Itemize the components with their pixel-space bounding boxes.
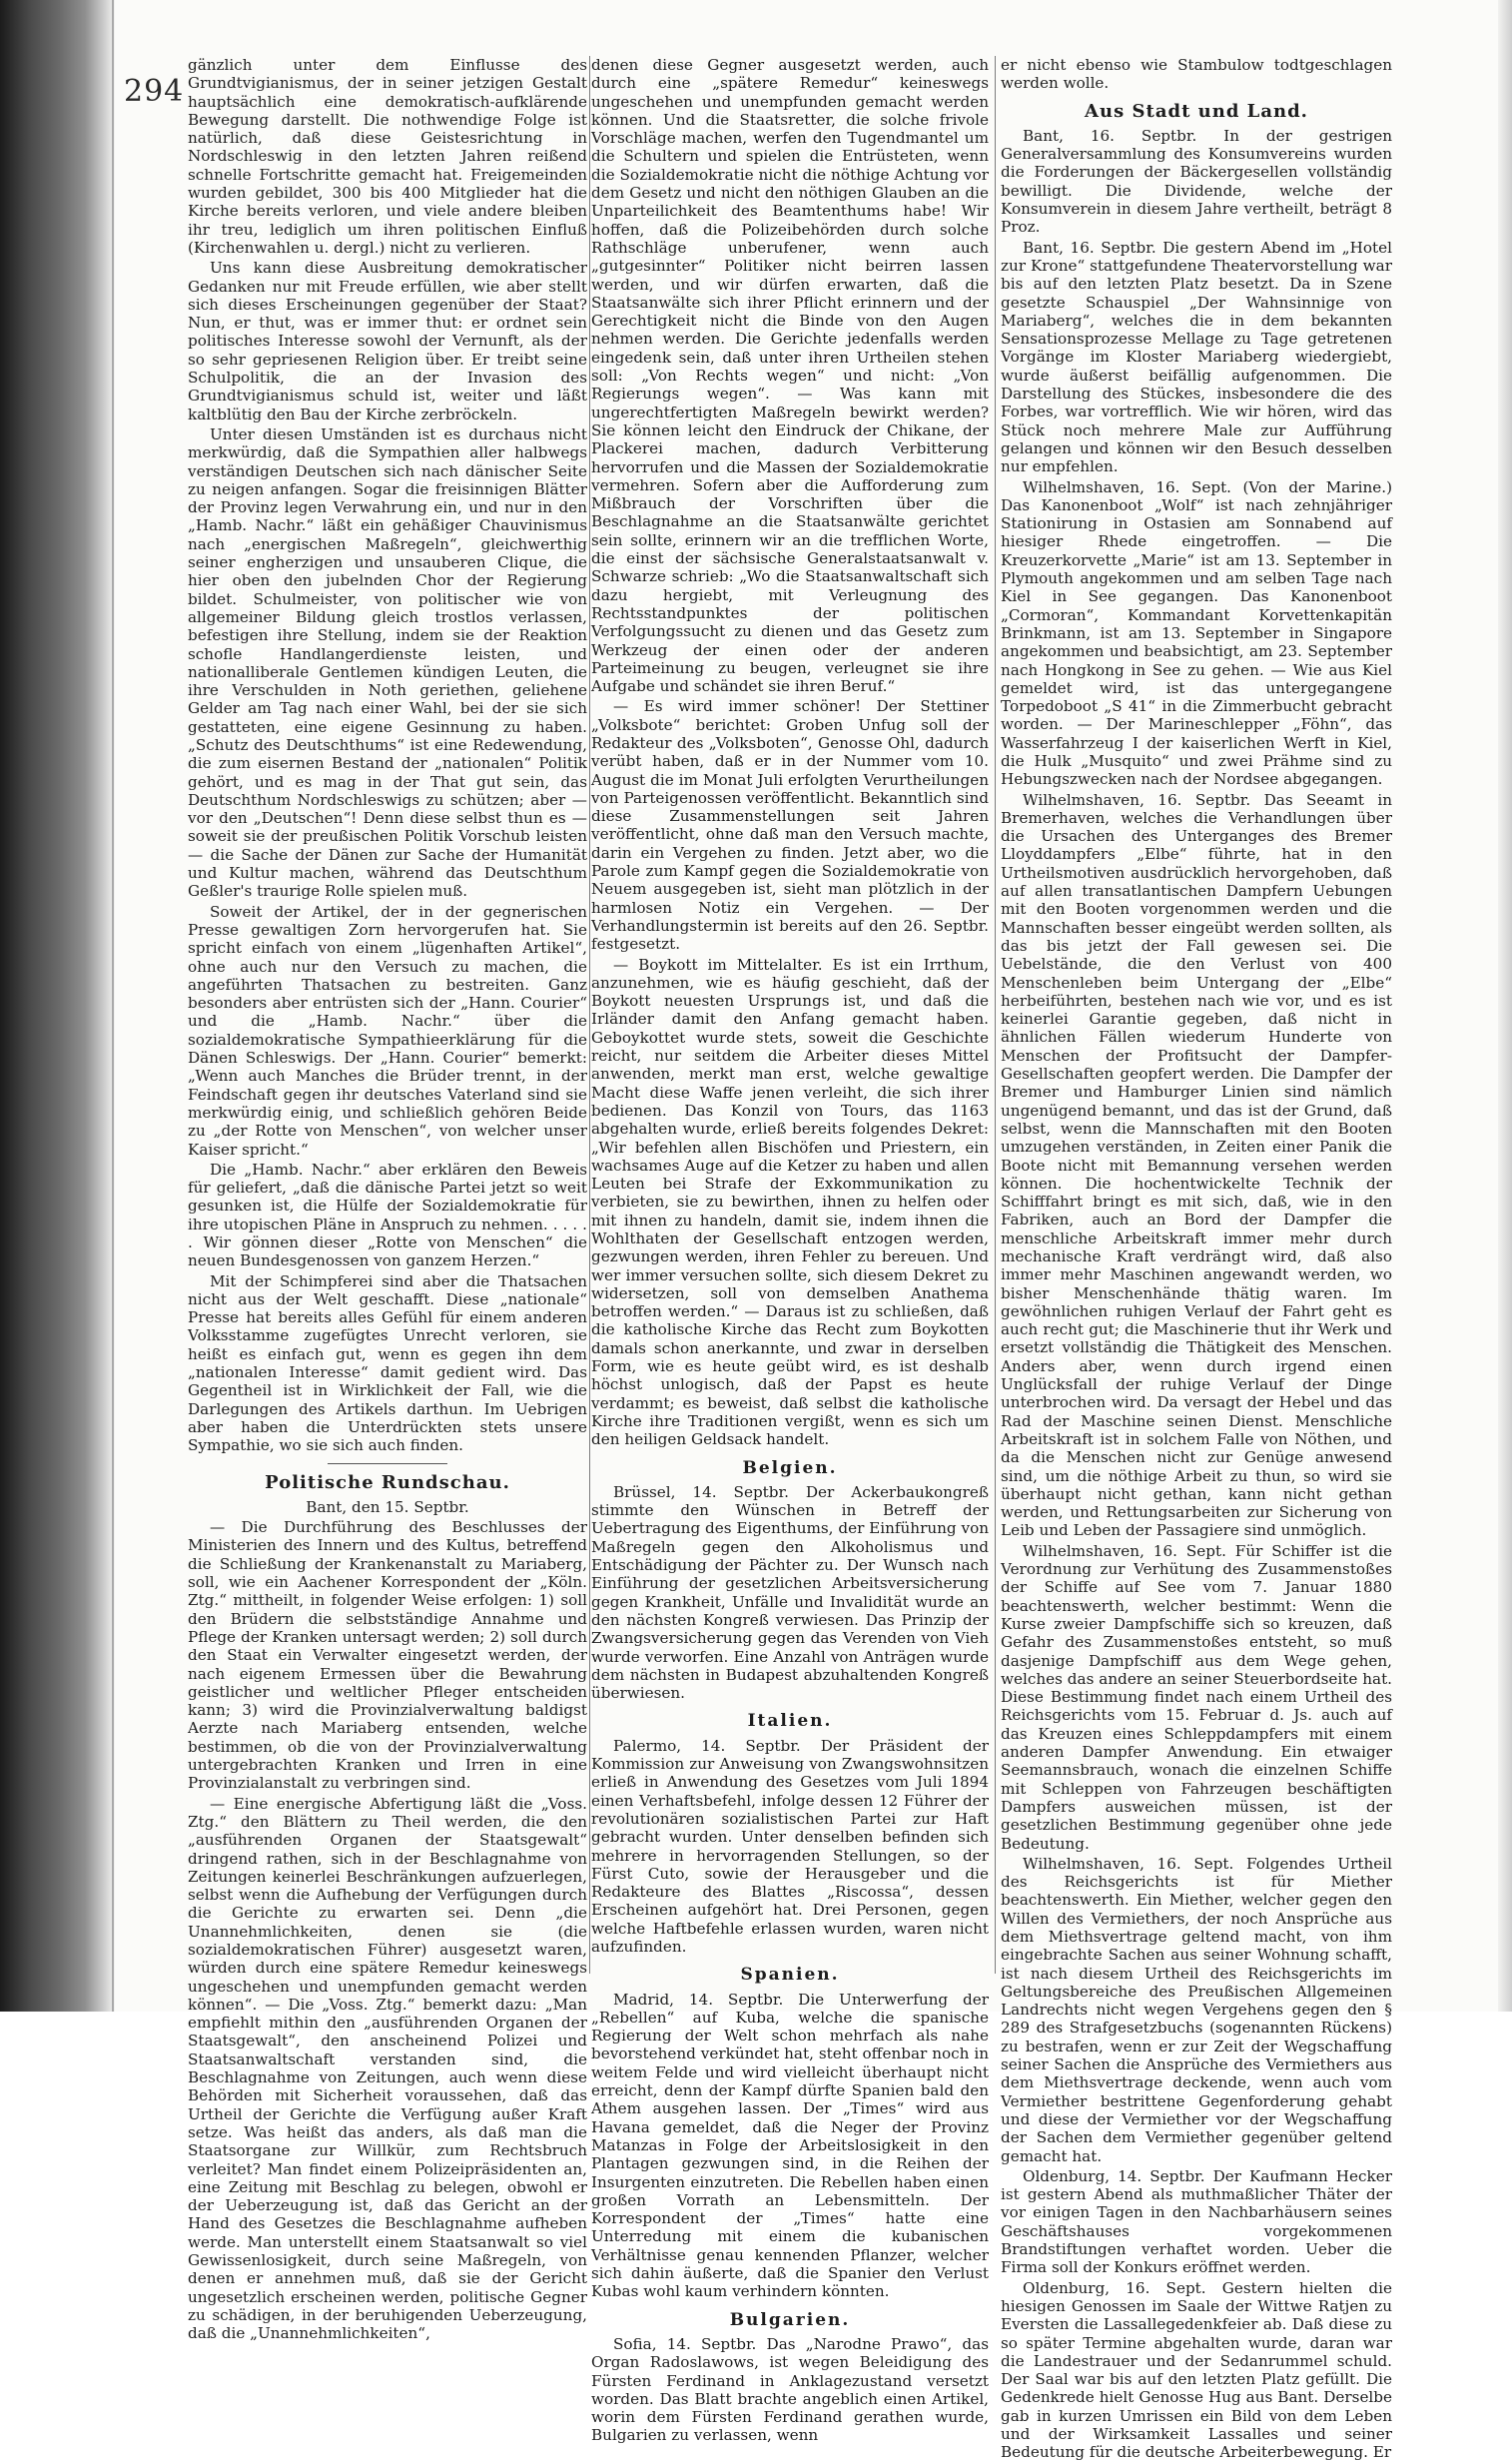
paragraph: Bant, 16. Septbr. Die gestern Abend im „Hotel zur Krone“ stattgefundene Theatervorstellung war bis auf den letzten Platz besetzt. Da in Szene gesetzte Schauspiel „Der Wahnsinnige von Mariaberg“, welches die in dem bekannten Sensationsprozesse Mellage zu Tage getretenen Vorgänge im Kloster Mariaberg wiedergiebt, wurde äußerst beifällig aufgenommen. Die Darstellung des Stückes, insbesondere die des Forbes, war vortrefflich. Wie wir hören, wird das Stück noch mehrere Male zur Aufführung gelangen und können wir den Besuch desselben nur empfehlen. [1001, 238, 1392, 476]
page-number: 294 [124, 74, 185, 109]
paragraph: — Die Durchführung des Beschlusses der Ministerien des Innern und des Kultus, betreffend die Schließung der Krankenanstalt zu Mariaberg, soll, wie ein Aachener Korrespondent der „Köln. Ztg.“ mittheilt, in folgender Weise erfolgen: 1) soll den Brüdern die selbstständige Annahme und Pflege der Kranken untersagt werden; 2) soll durch den Staat ein Verwalter eingesetzt werden, der nach eigenem Ermessen über die Bewahrung geistlicher und weltlicher Pfleger entscheiden kann; 3) wird die Provinzialverwaltung baldigst Aerzte nach Mariaberg entsenden, welche bestimmen, ob die von der Provinzialverwaltung untergebrachten Kranken und Irren in eine Provinzialanstalt zu verbringen sind. [188, 1518, 587, 1793]
paragraph: Wilhelmshaven, 16. Sept. (Von der Marine.) Das Kanonenboot „Wolf“ ist nach zehnjähriger Stationirung in Ostasien am Sonnabend auf hiesiger Rhede eingetroffen. — Die Kreuzerkorvette „Marie“ ist am 13. September in Plymouth angekommen und am selben Tage nach Kiel in See gegangen. Das Kanonenboot „Cormoran“, Kommandant Korvettenkapitän Brinkmann, ist am 13. September in Singapore angekommen und beabsichtigt, am 23. September nach Hongkong in See zu gehen. — Wie aus Kiel gemeldet wird, ist das untergegangene Torpedoboot „S 41“ in die Zimmerbucht gebracht worden. — Der Marineschlepper „Föhn“, das Wasserfahrzeug I der kaiserlichen Werft in Kiel, die Hulk „Musquito“ und zwei Prähme sind zu Hebungszwecken nach der Nordsee abgegangen. [1001, 477, 1392, 789]
section-heading-spanien: Spanien. [740, 1965, 840, 1986]
paragraph: Sofia, 14. Septbr. Das „Narodne Prawo“, das Organ Radoslawows, ist wegen Beleidigung des Fürsten Ferdinand in Anklagezustand versetzt worden. Das Blatt brachte angeblich einen Artikel, worin dem Fürsten Ferdinand gerathen wurde, Bulgarien zu verlassen, wenn [591, 2334, 989, 2445]
column-2 [591, 56, 989, 2445]
paragraph: Mit der Schimpferei sind aber die Thatsachen nicht aus der Welt geschafft. Diese „nationale“ Presse hat bereits alles Gefühl für einem anderen Volksstamme zugefügtes Unrecht verloren, sie heißt es einfach gut, wenn es gegen ihn dem „nationalen Interesse“ damit gedient wird. Das Gegentheil ist in Wirklichkeit der Fall, wie die Darlegungen des Artikels darthun. Im Uebrigen aber haben die Unterdrückten stets unsere Sympathie, wo sie sich auch finden. [188, 1271, 587, 1455]
paragraph: — Boykott im Mittelalter. Es ist ein Irrthum, anzunehmen, wie es häufig geschieht, daß der Boykott neuesten Ursprungs ist, und daß die Irländer damit den Anfang gemacht haben. Geboykottet wurde stets, soweit die Geschichte reicht, nur seitdem die Arbeiter dieses Mittel anwenden, merkt man erst, welche gewaltige Macht diese Waffe jenen verleiht, die sich ihrer bedienen. Das Konzil von Tours, das 1163 abgehalten wurde, erließ bereits folgendes Dekret: „Wir befehlen allen Bischöfen und Priestern, ein wachsames Auge auf die Ketzer zu haben und allen Leuten bei Strafe der Exkommunikation zu verbieten, sie zu bewirthen, ihnen zu helfen oder mit ihnen zu handeln, damit sie, indem ihnen die Wohlthaten der Gesellschaft entzogen werden, gezwungen werden, ihren Fehler zu bereuen. Und wer immer versuchen sollte, sich diesem Dekret zu widersetzen, soll von demselben Anathema betroffen werden.“ — Daraus ist zu schließen, daß die katholische Kirche das Recht zum Boykotten damals schon anerkannte, und zwar in derselben Form, wie es heute geübt wird, es ist deshalb höchst unlogisch, daß der Papst es heute verdammt; es beweist, daß selbst die katholische Kirche ihre Traditionen vergißt, wenn es sich um den heiligen Geldsack handelt. [591, 955, 989, 1449]
paragraph: Oldenburg, 14. Septbr. Der Kaufmann Hecker ist gestern Abend als muthmaßlicher Thäter der vor einigen Tagen in den Nachbarhäusern seines Geschäftshauses vorgekommenen Brandstiftungen verhaftet worden. Ueber die Firma soll der Konkurs eröffnet werden. [1001, 2166, 1392, 2277]
section-dateline: Bant, den 15. Septbr. [306, 1497, 469, 1516]
column-rule-2 [995, 56, 996, 1974]
section-heading-belgien: Belgien. [742, 1457, 838, 1478]
section-heading-bulgarien: Bulgarien. [729, 2309, 851, 2330]
paragraph: Bant, 16. Septbr. In der gestrigen Generalversammlung des Konsumvereins wurden die Forderungen der Bäckergesellen vollständig bewilligt. Die Dividende, welche der Konsumverein in diesem Jahre vertheilt, beträgt 8 Proz. [1001, 126, 1392, 237]
paragraph: Wilhelmshaven, 16. Sept. Für Schiffer ist die Verordnung zur Verhütung des Zusammenstoßes der Schiffe auf See vom 7. Januar 1880 beachtenswerth, welcher bestimmt: Wenn die Kurse zweier Dampfschiffe sich so kreuzen, daß Gefahr des Zusammenstoßes entsteht, so muß dasjenige Dampfschiff aus dem Wege gehen, welches das andere an seiner Steuerbordseite hat. Diese Bestimmung findet nach einem Urtheil des Reichsgerichts vom 15. Februar d. Js. auch auf das Kreuzen eines Schleppdampfers mit einem anderen Dampfer Anwendung. Ein etwaiger Seemannsbrauch, wonach die einzelnen Schiffe mit Schleppen von Fahrzeugen beschäftigten Dampfers ausweichen müssen, ist der gesetzlichen Bestimmung gegenüber ohne jede Bedeutung. [1001, 1541, 1392, 1853]
page-right-edge [1498, 0, 1512, 2012]
paragraph: Soweit der Artikel, der in der gegnerischen Presse gewaltigen Zorn hervorgerufen hat. Sie spricht einfach von einem „lügenhaften Artikel“, ohne auch nur den Versuch zu machen, die angeführten Thatsachen zu bestreiten. Ganz besonders aber entrüsten sich der „Hann. Courier“ und die „Hamb. Nachr.“ über die sozialdemokratische Sympathieerklärung für die Dänen Schleswigs. Der „Hann. Courier“ bemerkt: „Wenn auch Manches die Brüder trennt, in der Feindschaft gegen ihr deutsches Vaterland sind sie merkwürdig einig, und schließlich gehören Beide zu „der Rotte von Menschen“, von welcher unser Kaiser spricht.“ [188, 902, 587, 1159]
column-1 [188, 56, 587, 2343]
paragraph: — Eine energische Abfertigung läßt die „Voss. Ztg.“ den Blättern zu Theil werden, die den „ausführenden Organen der Staatsgewalt“ dringend rathen, sich in der Beschlagnahme von Zeitungen keinerlei Beschränkungen aufzuerlegen, selbst wenn die Aufhebung der Verfügungen durch die Gerichte zu erwarten sei. Denn „die Unannehmlichkeiten, denen sie (die sozialdemokratischen Führer) ausgesetzt waren, würden durch eine spätere Remedur keineswegs ungeschehen und unempfunden gemacht werden können“. — Die „Voss. Ztg.“ bemerkt dazu: „Man empfiehlt mithin den „ausführenden Organen der Staatsgewalt“, den anscheinend Polizei und Staatsanwaltschaft verstanden sind, die Beschlagnahme von Zeitungen, auch wenn diese Behörden mit Sicherheit voraussehen, daß das Urtheil der Gerichte die Verfügung außer Kraft setze. Was heißt das anders, als daß man die Staatsorgane zur Willkür, zum Rechtsbruch verleitet? Man findet einem Polizeipräsidenten an, eine Zeitung mit Beschlag zu belegen, obwohl er der Ueberzeugung ist, daß das Gericht an der Hand des Gesetzes die Beschlagnahme aufheben werde. Man unterstellt einem Staatsanwalt so viel Gewissenlosigkeit, durch seine Maßregeln, von denen er annehmen muß, daß sie der Gericht ungesetzlich erscheinen werden, politische Gegner zu schädigen, in der beruhigenden Ueberzeugung, daß die „Unannehmlichkeiten“, [188, 1794, 587, 2343]
section-heading-politische-rundschau: Politische Rundschau. [265, 1471, 510, 1493]
binding-edge [112, 0, 114, 2012]
column-3 [1001, 56, 1392, 2462]
section-heading-aus-stadt-und-land: Aus Stadt und Land. [1085, 100, 1308, 122]
paragraph: Unter diesen Umständen ist es durchaus nicht merkwürdig, daß die Sympathien aller halbwegs verständigen Deutschen sich nach dänischer Seite zu neigen anfangen. Sogar die freisinnigen Blätter der Provinz legen Verwahrung ein, und nur in den „Hamb. Nachr.“ läßt ein gehäßiger Chauvinismus nach „energischen Maßregeln“, gleichwerthig seiner engherzigen und unsauberen Clique, die hier oben den jubelnden Chor der Regierung bildet. Schulmeister, von politischer wie von allgemeiner Bildung gleich trostlos verlassen, befestigen ihre Stellung, indem sie der Reaktion schofle Handlangerdienste leisten, und nationalliberale Gentlemen kündigen Leuten, die ihre Verschulden in Noth geriethen, geliehene Gelder am Tag nach einer Wahl, bei der sie sich gestatteten, eine eigene Gesinnung zu haben. „Schutz des Deutschthums“ ist eine Redewendung, die zum eisernen Bestand der „nationalen“ Politik gehört, und es mag in der That gut sein, das Deutschthum Nordschleswigs zu schützen; aber — vor den „Deutschen“! Denn diese selbst thun es — soweit sie der preußischen Politik Vorschub leisten — die Sache der Dänen zur Sache der Humanität und Kultur machen, während das Deutschthum Geßler's traurige Rolle spielen muß. [188, 424, 587, 901]
section-heading-italien: Italien. [747, 1711, 833, 1732]
paragraph: Wilhelmshaven, 16. Septbr. Das Seeamt in Bremerhaven, welches die Verhandlungen über die Ursachen des Unterganges des Bremer Lloyddampfers „Elbe“ führte, hat in den Urtheilsmotiven ausdrücklich hervorgehoben, daß auf allen transatlantischen Dampfern Uebungen mit den Booten vorgenommen werden und die Mannschaften besser eingeübt werden sollten, als das bis jetzt der Fall gewesen sei. Die Uebelstände, die den Verlust von 400 Menschenleben beim Untergang der „Elbe“ herbeiführten, bestehen nach wie vor, und es ist keinerlei Garantie gegeben, daß nicht in ähnlichen Fällen wiederum Hunderte von Menschen der Profitsucht der Dampfer-Gesellschaften geopfert werden. Die Dampfer der Bremer und Hamburger Linien sind nämlich ungenügend bemannt, und das ist der Grund, daß selbst, wenn die Mannschaften mit den Booten umzugehen verständen, in Zeiten einer Panik die Boote nicht mit Bemannung versehen werden können. Die hochentwickelte Technik der Schifffahrt bringt es mit sich, daß, wie in den Fabriken, auch an Bord der Dampfer die menschliche Arbeitskraft immer mehr durch mechanische Kraft verdrängt wird, daß also immer mehr Maschinen angewandt werden, wo bisher Menschenhände thätig waren. Im gewöhnlichen ruhigen Verlauf der Fahrt geht es auch recht gut; die Maschinerie thut ihr Werk und ersetzt vollständig die Thätigkeit des Menschen. Anders aber, wenn durch irgend einen Unglücksfall der ruhige Verlauf der Dinge unterbrochen wird. Da versagt der Hebel und das Rad der Maschine seinen Dienst. Menschliche Arbeitskraft ist in solchem Falle von Nöthen, und da die Menschen nicht zur Genüge anwesend sind, um die nöthige Arbeit zu thun, so wird sie überhaupt nicht gethan, kann nicht gethan werden, und Rettungsarbeiten zur Sicherung von Leib und Leben der Passagiere sind unmöglich. [1001, 790, 1392, 1540]
section-separator [328, 1463, 447, 1464]
paragraph: Uns kann diese Ausbreitung demokratischer Gedanken nur mit Freude erfüllen, wie aber stellt sich dieses Erscheinungen gegenüber der Staat? Nun, er thut, was er immer thut: er ordnet sein politisches Interesse sowohl der Vernunft, als der so sehr gepriesenen Religion über. Er treibt seine Schulpolitik, die an der Invasion des Grundtvigianismus schuld ist, weiter und läßt kaltblütig den Bau der Kirche zerbröckeln. [188, 259, 587, 423]
paragraph: er nicht ebenso wie Stambulow todtgeschlagen werden wolle. [1001, 56, 1392, 93]
paragraph: Brüssel, 14. Septbr. Der Ackerbaukongreß stimmte den Wünschen in Betreff der Uebertragung des Eigenthums, der Einführung von Maßregeln gegen den Alkoholismus und Entschädigung der Pächter zu. Der Wunsch nach Einführung der gesetzlichen Arbeitsversicherung gegen Krankheit, Unfälle und Invalidität wurde an den nächsten Kongreß verwiesen. Das Prinzip der Zwangsversicherung gegen das Verenden von Vieh wurde verworfen. Eine Anzahl von Anträgen wurde dem nächsten in Budapest abzuhaltenden Kongreß überwiesen. [591, 1482, 989, 1703]
paragraph: Madrid, 14. Septbr. Die Unterwerfung der „Rebellen“ auf Kuba, welche die spanische Regierung der Welt schon mehrfach als nahe bevorstehend verkündet hat, steht offenbar noch in weitem Felde und wird vielleicht überhaupt nicht erreicht, denn der Kampf dürfte Spanien bald den Athem ausgehen lassen. Der „Times“ wird aus Havana gemeldet, daß die Neger der Provinz Matanzas in Folge der Arbeitslosigkeit in den Plantagen gezwungen sind, in die Reihen der Insurgenten einzutreten. Die Rebellen haben einen großen Vorrath an Lebensmitteln. Der Korrespondent der „Times“ hatte eine Unterredung mit einem die kubanischen Verhältnisse genau kennenden Pflanzer, welcher sich dahin äußerte, daß die Spanier den Verlust Kubas wohl kaum verhindern könnten. [591, 1990, 989, 2301]
paragraph: Palermo, 14. Septbr. Der Präsident der Kommission zur Anweisung von Zwangswohnsitzen erließ in Anwendung des Gesetzes vom Juli 1894 einen Verhaftsbefehl, infolge dessen 12 Führer der revolutionären sozialistischen Partei zur Haft gebracht wurden. Unter denselben befinden sich mehrere in hervorragenden Stellungen, so der Fürst Cuto, sowie der Herausgeber und die Redakteure des Blattes „Riscossa“, dessen Erscheinen aufgehört hat. Drei Personen, gegen welche Haftbefehle erlassen wurden, waren nicht aufzufinden. [591, 1736, 989, 1956]
paragraph: Die „Hamb. Nachr.“ aber erklären den Beweis für geliefert, „daß die dänische Partei jetzt so weit gesunken ist, die Hülfe der Sozialdemokratie für ihre utopischen Pläne in Anspruch zu nehmen. . . . . . Wir gönnen dieser „Rotte von Menschen“ die neuen Bundesgenossen von ganzem Herzen.“ [188, 1160, 587, 1270]
paragraph: gänzlich unter dem Einflusse des Grundtvigianismus, der in seiner jetzigen Gestalt hauptsächlich eine demokratisch-aufklärende Bewegung darstellt. Die nothwendige Folge ist natürlich, daß diese Geistesrichtung in Nordschleswig in den letzten Jahren reißend schnelle Fortschritte gemacht hat. Freigemeinden wurden gebildet, 300 bis 400 Mitglieder hat die Kirche bereits verloren, und viele andere bleiben ihr treu, lediglich um ihren politischen Einfluß (Kirchenwahlen u. dergl.) nicht zu verlieren. [188, 56, 587, 257]
paragraph: Oldenburg, 16. Sept. Gestern hielten die hiesigen Genossen im Saale der Wittwe Ratjen zu Eversten die Lassallegedenkfeier ab. Daß diese zu so später Termine abgehalten wurde, daran war die Landestrauer und der Sedanrummel schuld. Der Saal war bis auf den letzten Platz gefüllt. Die Gedenkrede hielt Genosse Hug aus Bant. Derselbe gab in kurzen Umrissen ein Bild von dem Leben und der Wirksamkeit Lassalles und seiner Bedeutung für die deutsche Arbeiterbewegung. Er [1001, 2278, 1392, 2462]
column-rule-1 [589, 56, 590, 1974]
paragraph: — Es wird immer schöner! Der Stettiner „Volksbote“ berichtet: Groben Unfug soll der Redakteur des „Volksboten“, Genosse Ohl, dadurch verübt haben, daß er in der Nummer vom 10. August die im Monat Juli erfolgten Verurtheilungen von Parteigenossen veröffentlicht. Bekanntlich sind diese Zusammenstellungen seit Jahren veröffentlicht, ohne daß man den Versuch machte, darin ein Vergehen zu finden. Jetzt aber, wo die Parole zum Kampf gegen die Sozialdemokratie von Neuem ausgegeben ist, sieht man plötzlich in der harmlosen Notiz ein Vergehen. — Der Verhandlungstermin ist bereits auf den 26. Septbr. festgesetzt. [591, 697, 989, 954]
book-binding-shadow [0, 0, 115, 2012]
paragraph: Wilhelmshaven, 16. Sept. Folgendes Urtheil des Reichsgerichts ist für Miether beachtenswerth. Ein Miether, welcher gegen den Willen des Vermiethers, der noch Ansprüche aus dem Miethsvertrage geltend macht, von ihm eingebrachte Sachen aus seiner Wohnung schafft, ist nach diesem Urtheil des Reichsgerichts im Geltungsbereiche des Preußischen Allgemeinen Landrechts nicht wegen Vergehens gegen den § 289 des Strafgesetzbuchs (sogenannten Rückens) zu bestrafen, wenn er zur Zeit der Wegschaffung seiner Sachen die Ansprüche des Vermiethers aus dem Miethsvertrage deckende, wenn auch vom Vermiether bestrittene Gegenforderung gehabt und diese der Vermiether vor der Wegschaffung der Sachen dem Vermiether gegenüber geltend gemacht hat. [1001, 1854, 1392, 2165]
paragraph: denen diese Gegner ausgesetzt werden, auch durch eine „spätere Remedur“ keineswegs ungeschehen und unempfunden gemacht werden können. Und die Staatsretter, die solche frivole Vorschläge machen, werfen den Tugendmantel um die Schultern und spielen die Entrüsteten, wenn die Sozialdemokratie nicht die nöthige Achtung vor dem Gesetz und nicht den nöthigen Glauben an die Unparteilichkeit des Beamtenthums habe! Wir hoffen, daß die Polizeibehörden durch solche Rathschläge unberufener, wenn auch „gutgesinnter“ Politiker nicht beirren lassen werden, und wir dürfen erwarten, daß die Staatsanwälte sich ihrer Pflicht erinnern und der Gerechtigkeit nicht die Binde von den Augen nehmen werden. Die Gerichte jedenfalls werden eingedenk sein, daß unter ihren Urtheilen stehen soll: „Von Rechts wegen“ und nicht: „Von Regierungs wegen“. — Was kann mit ungerechtfertigten Maßregeln bewirkt werden? Sie können leicht den Eindruck der Chikane, der Plackerei machen, dadurch Verbitterung hervorrufen und die Massen der Sozialdemokratie vermehren. Sofern aber die Aufforderung zum Mißbrauch der Vorschriften über die Beschlagnahme an die Staatsanwälte gerichtet sein sollte, erinnern wir an die trefflichen Worte, die einst der sächsische Generalstaatsanwalt v. Schwarze schrieb: „Wo die Staatsanwaltschaft sich dazu hergiebt, mit Verleugnung des Rechtsstandpunktes der politischen Verfolgungssucht zu dienen und das Gesetz zum Werkzeug der einen oder der anderen Parteimeinung zu beugen, verleugnet sie ihre Aufgabe und schändet sie ihren Beruf.“ [591, 56, 989, 696]
